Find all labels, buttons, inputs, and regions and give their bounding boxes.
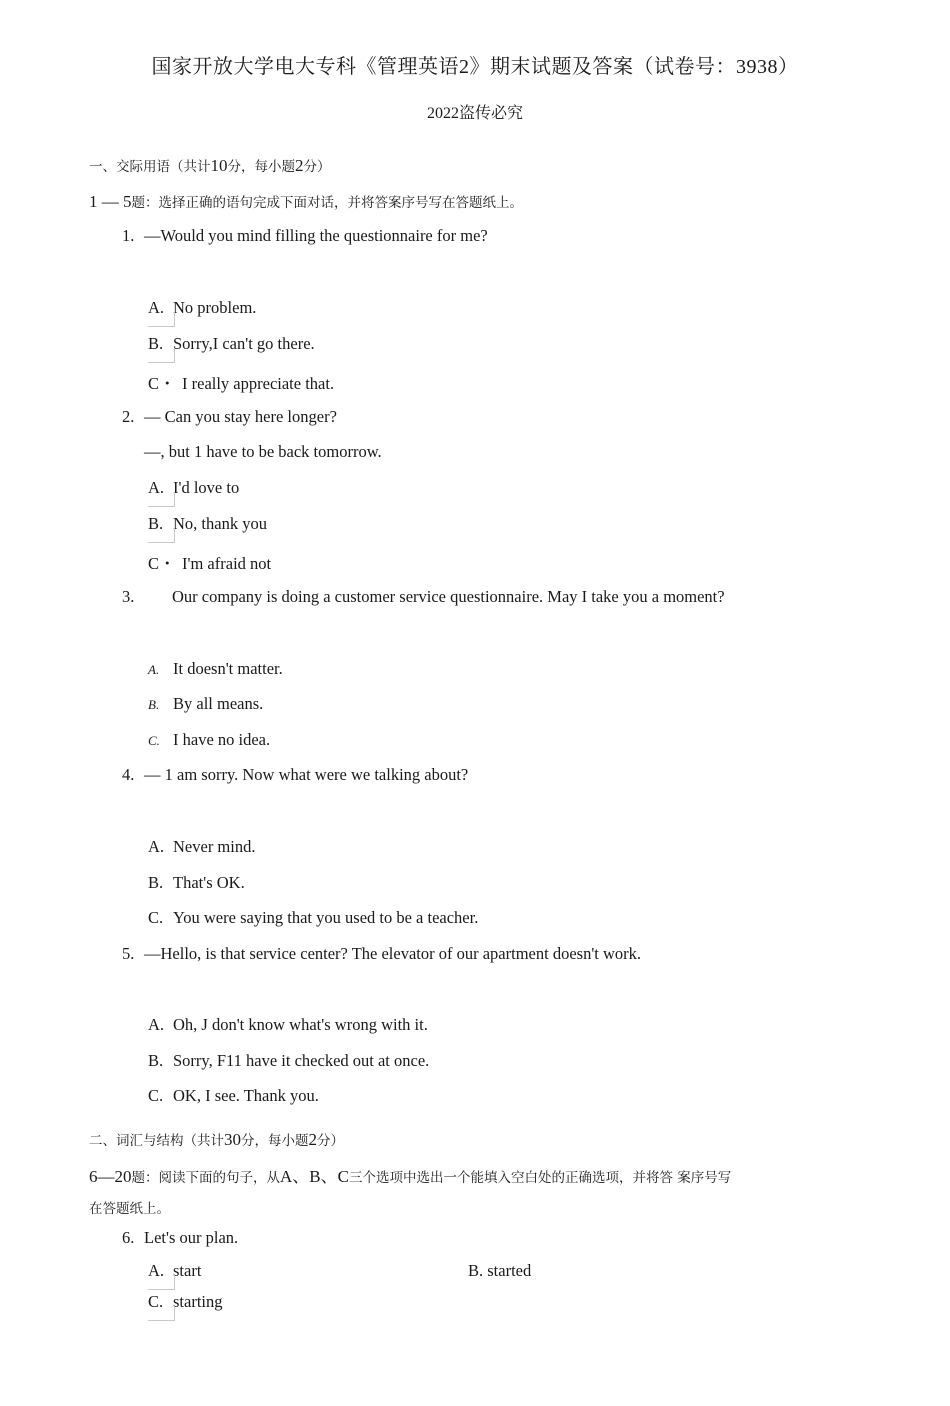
q6-option-b: B. started xyxy=(468,1261,532,1280)
question-3: 3. Our company is doing a customer service questionnaire. May I take you a moment? xyxy=(122,587,725,606)
question-6: 6. Let's our plan. xyxy=(122,1228,239,1247)
q3-option-c: C. I have no idea. xyxy=(148,730,271,749)
q5-option-a: A. Oh, J don't know what's wrong with it. xyxy=(148,1015,428,1034)
q4-option-c: C. You were saying that you used to be a teacher. xyxy=(148,908,479,927)
document-title: 国家开放大学电大专科《管理英语2》期末试题及答案（试卷号：3938） xyxy=(151,56,799,78)
section1-heading: 一、交际用语（共计10分，每小题2分） xyxy=(89,156,331,175)
q4-option-b: B. That's OK. xyxy=(148,873,245,892)
q5-option-b: B. Sorry, F11 have it checked out at once. xyxy=(148,1051,430,1070)
q1-option-c: C・ I really appreciate that. xyxy=(148,374,335,393)
q3-option-b: B. By all means. xyxy=(148,694,264,713)
document-subtitle: 2022盗传必究 xyxy=(426,105,523,122)
q4-option-a: A. Never mind. xyxy=(148,837,256,856)
q2-option-b: B. No, thank you xyxy=(148,514,267,533)
q5-option-c: C. OK, I see. Thank you. xyxy=(148,1086,319,1105)
section2-heading: 二、词汇与结构（共计30分，每小题2分） xyxy=(89,1130,344,1149)
q1-option-b: B. Sorry,I can't go there. xyxy=(148,334,315,353)
question-1: 1. —Would you mind filling the questionnaire for me? xyxy=(122,226,488,245)
question-2-response: —, but 1 have to be back tomorrow. xyxy=(144,442,382,461)
question-2: 2. — Can you stay here longer? xyxy=(122,407,337,426)
q1-option-a: A. No problem. xyxy=(148,298,257,317)
q2-option-a: A. I'd love to xyxy=(148,478,240,497)
q3-option-a: A. It doesn't matter. xyxy=(148,659,283,678)
section2-instructions: 6—20题：阅读下面的句子，从A、B、C三个选项中选出一个能填入空白处的正确选项，并将答 案序号写 xyxy=(89,1167,732,1186)
q6-option-a: A. start xyxy=(148,1261,202,1280)
q2-option-c: C・ I'm afraid not xyxy=(148,554,272,573)
section2-instructions-line2: 在答题纸上。 xyxy=(89,1201,170,1217)
question-5: 5. —Hello, is that service center? The elevator of our apartment doesn't work. xyxy=(122,944,642,963)
q6-option-c: C. starting xyxy=(148,1292,223,1311)
section1-instructions: 1 — 5题：选择正确的语句完成下面对话，并将答案序号写在答题纸上。 xyxy=(89,192,523,211)
question-4: 4. — 1 am sorry. Now what were we talking about? xyxy=(122,765,469,784)
